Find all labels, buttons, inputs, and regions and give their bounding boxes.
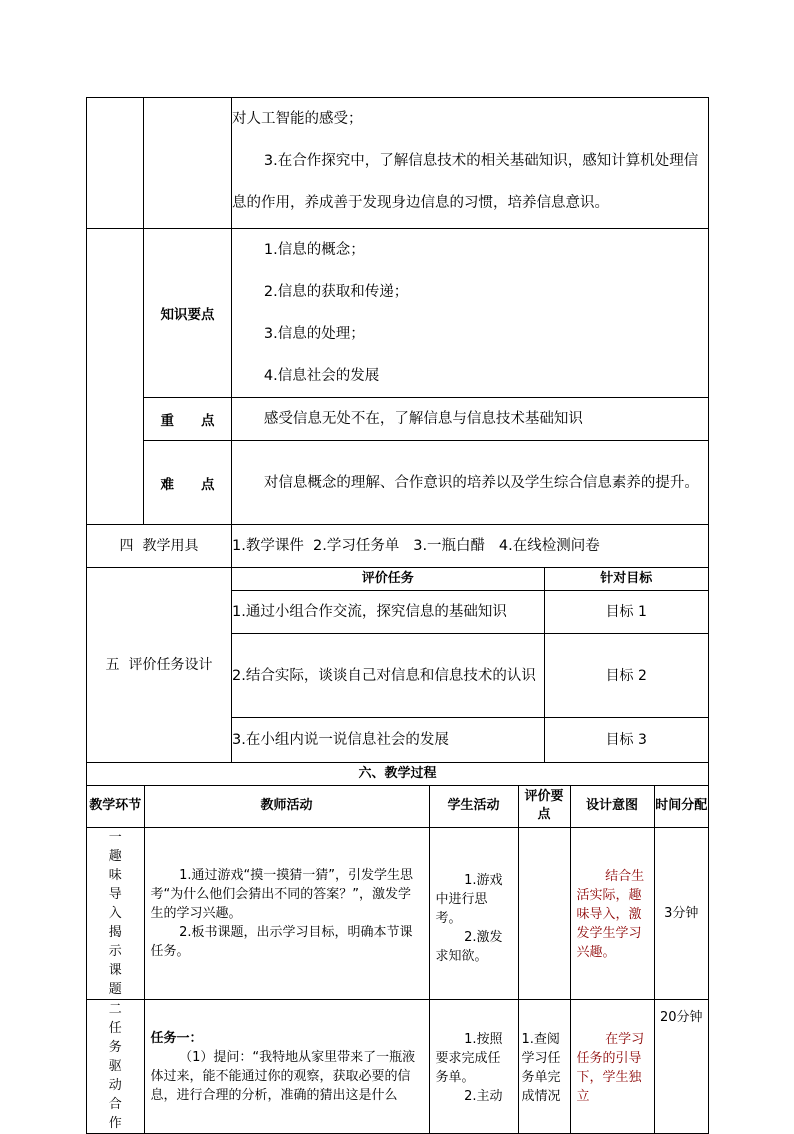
- goals-label-cell: [144, 98, 232, 229]
- student-activity-2-a: 1.按照要求完成任务单。: [435, 1031, 503, 1085]
- knowledge-label: 知识要点: [144, 229, 232, 398]
- time-2: 20分钟: [654, 1000, 708, 1134]
- lesson-plan-table: [86, 97, 709, 1134]
- eval-point-1: [518, 828, 570, 1000]
- process-table: [87, 786, 708, 1134]
- section-3-left-cell: [87, 229, 144, 525]
- difficulty-text: 对信息概念的理解、合作意识的培养以及学生综合信息素养的提升。: [232, 441, 709, 525]
- tools-text: 1.教学课件 2.学习任务单 3.一瓶白醋 4.在线检测问卷: [232, 525, 709, 568]
- design-intent-2: 在学习任务的引导下，学生独立: [570, 1000, 654, 1134]
- process-header-teacher: 教师活动: [144, 786, 429, 828]
- tools-label: 四 教学用具: [87, 525, 232, 568]
- teacher-activity-2: [144, 1000, 429, 1134]
- knowledge-item-1: 1.信息的概念；: [263, 242, 365, 258]
- evaluation-goal-1: 目标 1: [544, 591, 708, 634]
- process-title: 六、教学过程: [87, 762, 709, 785]
- teacher-activity-1-b: 2.板书课题，出示学习目标，明确本节课任务。: [150, 925, 413, 959]
- student-activity-2-b: 2.主动: [464, 1088, 503, 1104]
- goals-left-cell: [87, 98, 144, 229]
- difficulty-label: 难 点: [144, 441, 232, 525]
- lesson-plan-page: [86, 97, 708, 1131]
- student-activity-1: [429, 828, 518, 1000]
- teacher-activity-2-a: （1）提问：“我特地从家里带来了一瓶液体过来，能不能通过你的观察，获取必要的信息，进行合理的分析，准确的猜出这是什么: [150, 1049, 416, 1103]
- process-header-stage: 教学环节: [87, 786, 144, 828]
- knowledge-content: [232, 229, 709, 398]
- eval-point-2: 1.查阅学习任务单完成情况: [518, 1000, 570, 1134]
- table-row: [87, 1000, 708, 1134]
- design-intent-1: 结合生活实际，趣味导入，激发学生学习兴趣。: [570, 828, 654, 1000]
- goals-line-b: 3.在合作探究中，了解信息技术的相关基础知识，感知计算机处理信息的作用，养成善于发现身边信息的习惯，培养信息意识。: [232, 153, 699, 211]
- table-row: [87, 828, 708, 1000]
- evaluation-task-1: 1.通过小组合作交流，探究信息的基础知识: [232, 591, 544, 634]
- knowledge-item-2: 2.信息的获取和传递；: [263, 284, 409, 300]
- student-activity-1-b: 2.激发求知欲。: [435, 930, 503, 964]
- process-header-design: 设计意图: [570, 786, 654, 828]
- knowledge-item-4: 4.信息社会的发展: [263, 368, 380, 384]
- evaluation-cell: [232, 568, 709, 763]
- student-activity-2: [429, 1000, 518, 1134]
- teacher-activity-1-a: 1.通过游戏“摸一摸猜一猜”，引发学生思考“为什么他们会猜出不同的答案？”，激发学生的学习兴趣。: [150, 868, 413, 921]
- evaluation-goal-2: 目标 2: [544, 634, 708, 718]
- evaluation-label: 五 评价任务设计: [87, 568, 232, 763]
- evaluation-task-2: 2.结合实际，谈谈自己对信息和信息技术的认识: [232, 634, 544, 718]
- process-header-time: 时间分配: [654, 786, 708, 828]
- goals-content: [232, 98, 709, 229]
- evaluation-goal-3: 目标 3: [544, 718, 708, 762]
- stage-2: 二任务驱动合作: [87, 1000, 144, 1134]
- goals-line-a: 对人工智能的感受；: [232, 111, 363, 127]
- evaluation-task-3: 3.在小组内说一说信息社会的发展: [232, 718, 544, 762]
- process-header-eval: 评价要点: [518, 786, 570, 828]
- evaluation-header-task: 评价任务: [232, 568, 544, 591]
- key-point-text: 感受信息无处不在，了解信息与信息技术基础知识: [232, 398, 709, 441]
- teacher-activity-1: [144, 828, 429, 1000]
- process-header-student: 学生活动: [429, 786, 518, 828]
- evaluation-header-goal: 针对目标: [544, 568, 708, 591]
- teacher-activity-2-title: 任务一：: [150, 1030, 203, 1046]
- evaluation-table: [232, 568, 708, 762]
- stage-1: 一趣味导入揭示课题: [87, 828, 144, 1000]
- student-activity-1-a: 1.游戏中进行思考。: [435, 873, 503, 926]
- process-cell: [87, 785, 709, 1134]
- key-point-label: 重 点: [144, 398, 232, 441]
- knowledge-item-3: 3.信息的处理；: [263, 326, 365, 342]
- time-1: 3分钟: [654, 828, 708, 1000]
